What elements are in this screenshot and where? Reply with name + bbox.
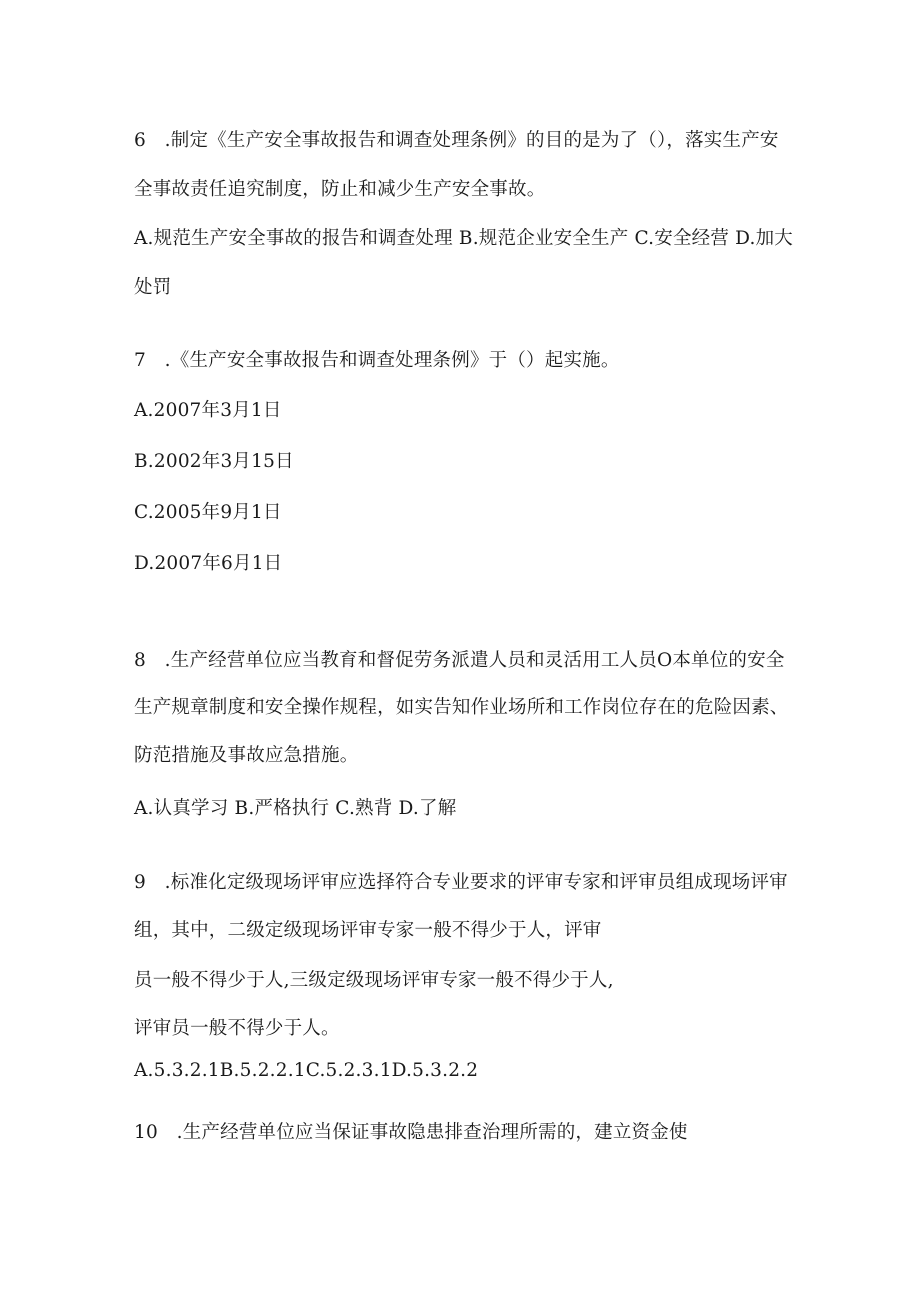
question-text-line: 全事故责任追究制度，防止和减少生产安全事故。 xyxy=(134,179,546,200)
question-text-line: 6 .制定《生产安全事故报告和调查处理条例》的目的是为了（），落实生产安 xyxy=(134,130,779,151)
question-text-line: 防范措施及事故应急措施。 xyxy=(134,745,359,766)
question-text-line: 员一般不得少于人,三级定级现场评审专家一般不得少于人, xyxy=(134,970,614,991)
question-text-line: 7 .《生产安全事故报告和调查处理条例》于（）起实施。 xyxy=(134,350,620,371)
option-line: C.2005年9月1日 xyxy=(134,502,282,523)
question-text-line: 评审员一般不得少于人。 xyxy=(134,1018,340,1039)
option-line: A.规范生产安全事故的报告和调查处理 B.规范企业安全生产 C.安全经营 D.加大 xyxy=(134,228,793,249)
question-text-line: 生产规章制度和安全操作规程，如实告知作业场所和工作岗位存在的危险因素、 xyxy=(134,697,789,718)
option-line: A.5.3.2.1B.5.2.2.1C.5.2.3.1D.5.3.2.2 xyxy=(134,1060,479,1081)
option-line: A.认真学习 B.严格执行 C.熟背 D.了解 xyxy=(134,798,457,819)
question-text-line: 8 .生产经营单位应当教育和督促劳务派遣人员和灵活用工人员O本单位的安全 xyxy=(134,650,785,671)
option-line: 处罚 xyxy=(134,277,172,298)
question-text-line: 组，其中，二级定级现场评审专家一般不得少于人，评审 xyxy=(134,920,602,941)
option-line: A.2007年3月1日 xyxy=(134,400,282,421)
option-line: D.2007年6月1日 xyxy=(134,553,283,574)
option-line: B.2002年3月15日 xyxy=(134,451,294,472)
question-text-line: 10 .生产经营单位应当保证事故隐患排查治理所需的，建立资金使 xyxy=(134,1122,688,1143)
question-text-line: 9 .标准化定级现场评审应选择符合专业要求的评审专家和评审员组成现场评审 xyxy=(134,872,788,893)
